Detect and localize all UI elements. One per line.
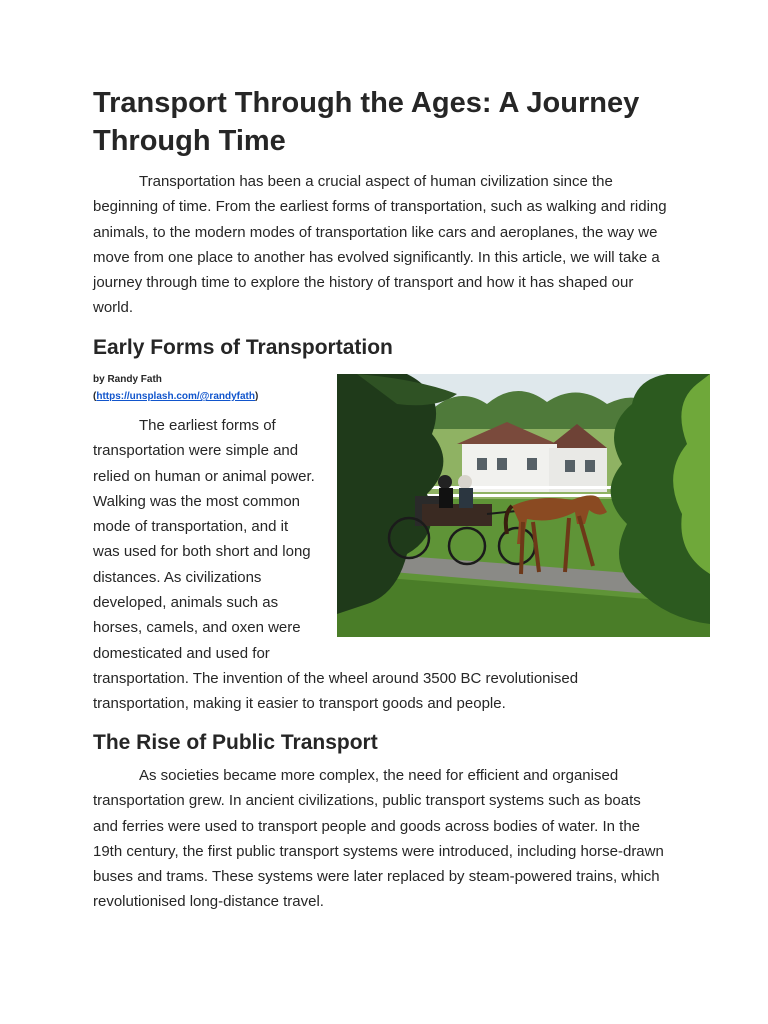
photo-credit-author: by Randy Fath	[93, 374, 162, 385]
public-transport-text: As societies became more complex, the need for efficient and organised transportation grew. In ancient civilizations, public transport systems such as boats and ferries were used to transport people and goods across bodies of water. In the 19th century, the first public transport systems were introduced, including horse-drawn buses and trams. These systems were later replaced by steam-powered trains, which revolutionised long-distance travel.	[93, 767, 664, 911]
section-heading-early-forms: Early Forms of Transportation	[93, 336, 393, 359]
public-transport-paragraph	[93, 763, 668, 915]
photo-credit-link[interactable]: https://unsplash.com/@randyfath	[96, 391, 255, 402]
article-title: Transport Through the Ages: A Journey Through Time	[93, 87, 640, 157]
section-heading-public-transport: The Rise of Public Transport	[93, 731, 378, 754]
intro-text: Transportation has been a crucial aspect of human civilization since the beginning of time. From the earliest forms of transportation, such as walking and riding animals, to the modern modes of transportation like cars and aeroplanes, the way we move from one place to another has evolved significantly. In this article, we will take a journey through time to explore the history of transport and how it has shaped our world.	[93, 173, 667, 317]
intro-paragraph	[93, 169, 668, 321]
early-forms-paragraph: The earliest forms of transportation were simple and relied on human or animal power. Walking was the most common mode of transportation, and it was used for both short and long distances. As civilizations developed, animals such as horses, camels, and oxen were domesticated and used for transportation. The invention of the wheel around 3500 BC revolutionised transportation, making it easier to transport goods and people.	[93, 417, 579, 713]
photo-credit: by Randy Fath (https://unsplash.com/@randyfath)	[93, 371, 258, 405]
horse-buggy-photo	[337, 374, 710, 637]
